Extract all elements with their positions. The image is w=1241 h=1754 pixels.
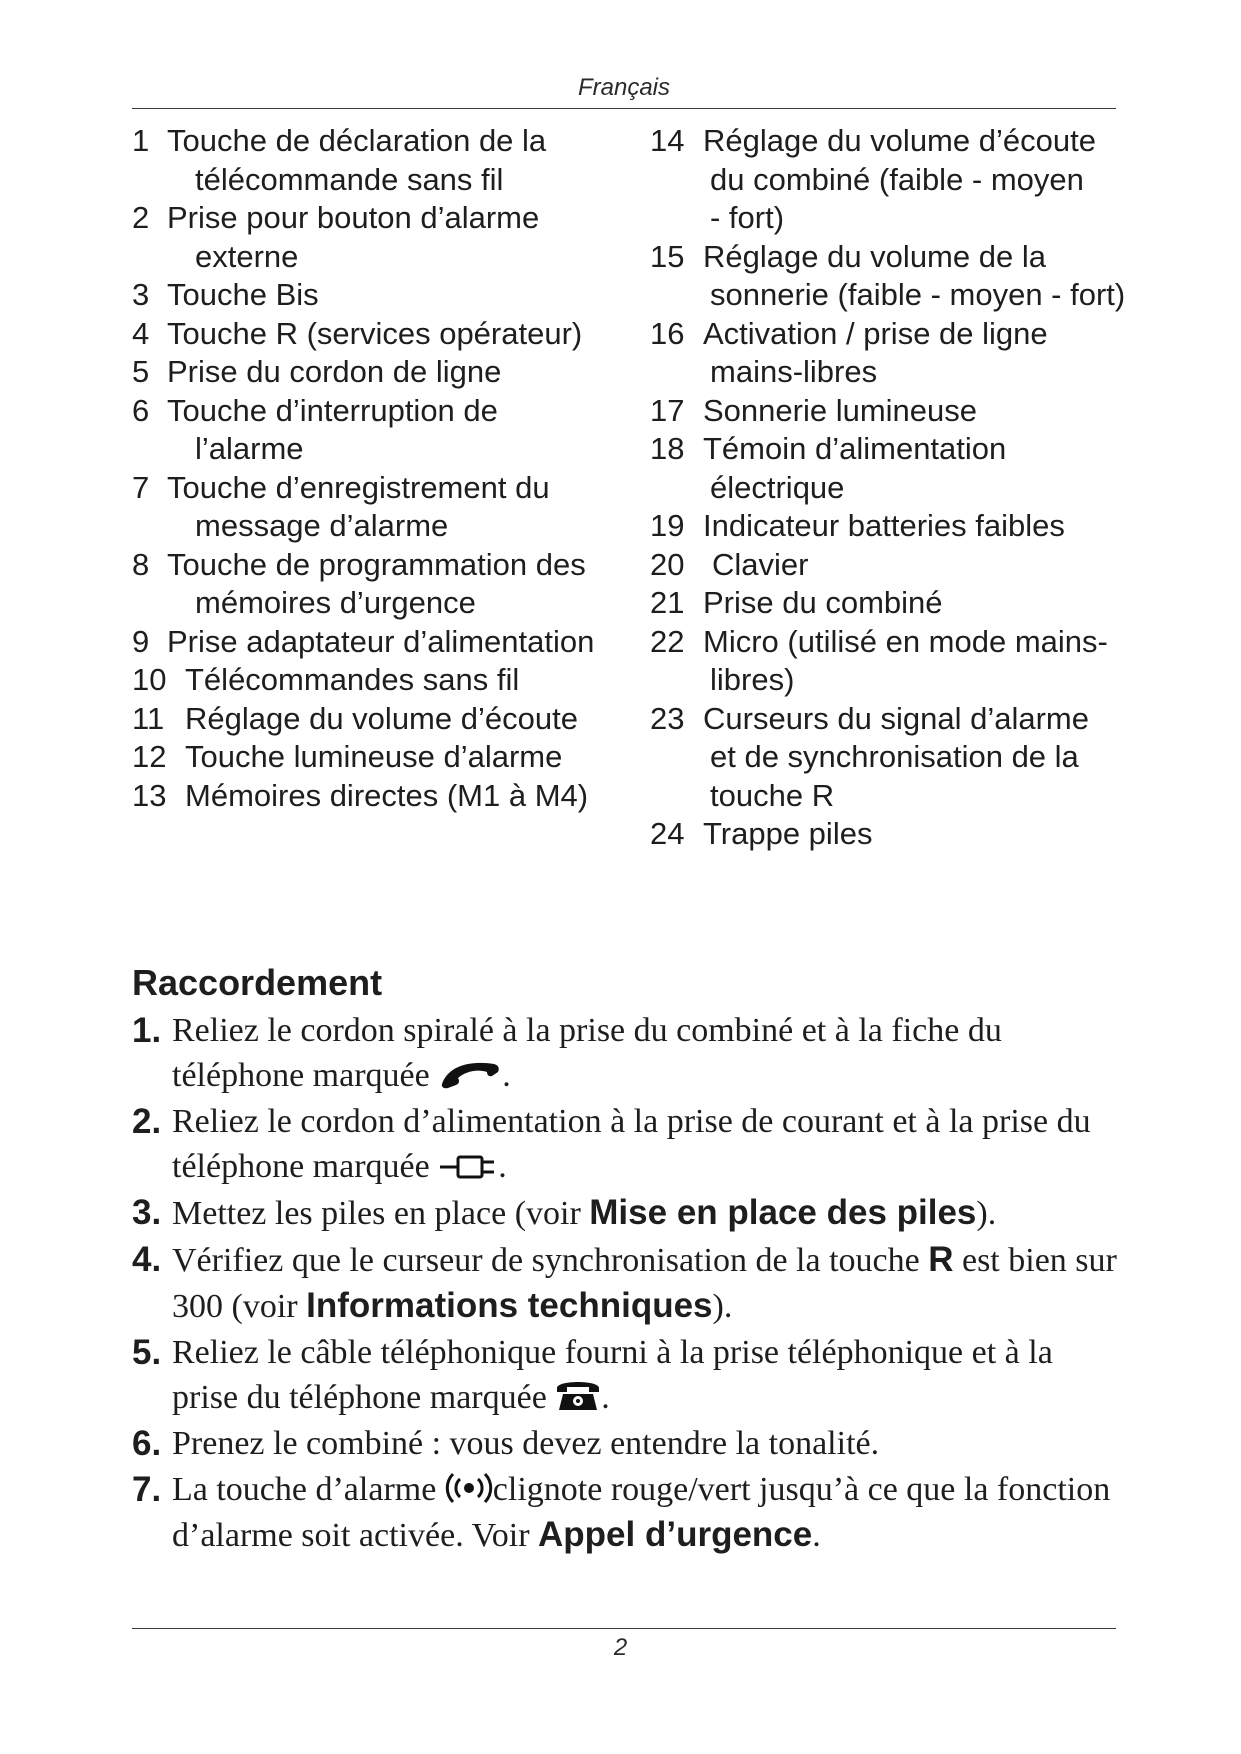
step-text: La touche d’alarme bbox=[172, 1471, 445, 1508]
alarm-signal-icon bbox=[445, 1472, 493, 1504]
part-label: Clavier bbox=[712, 546, 809, 582]
step-key: R bbox=[928, 1240, 954, 1279]
part-label: Prise du cordon de ligne bbox=[167, 354, 502, 389]
part-label: message d’alarme bbox=[195, 508, 449, 543]
part-label: Touche lumineuse d’alarme bbox=[185, 739, 563, 774]
step-number: 6. bbox=[132, 1424, 162, 1463]
part-label: du combiné (faible - moyen bbox=[710, 161, 1084, 197]
part-number: 5 bbox=[132, 354, 150, 389]
part-number: 24 bbox=[650, 816, 685, 851]
part-item bbox=[650, 546, 1150, 585]
part-label: Trappe piles bbox=[703, 816, 873, 851]
part-item bbox=[650, 507, 1150, 546]
part-item bbox=[132, 353, 642, 392]
part-number: 1 bbox=[132, 123, 150, 158]
part-label: Prise du combiné bbox=[703, 585, 943, 620]
part-label: Réglage du volume d’écoute bbox=[185, 700, 578, 736]
parts-list-right bbox=[650, 122, 1150, 854]
part-label: Réglage du volume d’écoute bbox=[703, 123, 1096, 158]
part-number: 2 bbox=[132, 200, 150, 235]
part-item bbox=[132, 276, 642, 315]
part-item bbox=[132, 469, 642, 546]
step-number: 3. bbox=[132, 1193, 162, 1232]
step-reference: Mise en place des piles bbox=[589, 1193, 977, 1232]
part-item bbox=[132, 122, 642, 199]
step-text: clignote rouge/vert jusqu’à ce que la fonction d’alarme soit activée. Voir bbox=[172, 1471, 1111, 1554]
part-number: 18 bbox=[650, 431, 685, 466]
part-number: 8 bbox=[132, 546, 150, 582]
step-item bbox=[132, 1190, 1122, 1236]
footer-rule bbox=[132, 1628, 1116, 1629]
step-item bbox=[132, 1008, 1122, 1098]
step-text: ). bbox=[712, 1288, 733, 1325]
part-number: 9 bbox=[132, 623, 150, 659]
part-item bbox=[132, 546, 642, 623]
step-text: Prenez le combiné : vous devez entendre la tonalité. bbox=[172, 1425, 880, 1462]
part-label: Indicateur batteries faibles bbox=[703, 508, 1065, 543]
part-number: 23 bbox=[650, 700, 685, 736]
step-text: . bbox=[498, 1148, 507, 1185]
part-item bbox=[650, 815, 1150, 854]
part-number: 15 bbox=[650, 238, 685, 274]
part-label: - fort) bbox=[710, 200, 785, 235]
section-title: Raccordement bbox=[132, 962, 383, 1003]
part-label: externe bbox=[195, 238, 299, 274]
part-number: 17 bbox=[650, 392, 685, 428]
part-item bbox=[132, 199, 642, 276]
part-number: 20 bbox=[650, 546, 685, 582]
header-language: Français bbox=[577, 74, 671, 101]
parts-list-left bbox=[132, 122, 642, 815]
step-text: ). bbox=[976, 1195, 997, 1232]
part-label: Activation / prise de ligne bbox=[703, 315, 1048, 351]
step-text: . bbox=[601, 1379, 610, 1416]
part-label: sonnerie (faible - moyen - fort) bbox=[710, 277, 1126, 312]
part-item bbox=[132, 392, 642, 469]
part-label: Touche de programmation des bbox=[167, 546, 586, 582]
step-item bbox=[132, 1099, 1122, 1189]
step-text: . bbox=[502, 1057, 511, 1094]
part-number: 21 bbox=[650, 585, 685, 620]
part-item bbox=[132, 661, 642, 700]
step-item bbox=[132, 1330, 1122, 1420]
step-text: Mettez les piles en place (voir bbox=[172, 1195, 590, 1232]
part-item bbox=[650, 430, 1150, 507]
part-number: 6 bbox=[132, 392, 150, 428]
step-number: 4. bbox=[132, 1240, 162, 1279]
step-number: 5. bbox=[132, 1333, 162, 1372]
step-text: Reliez le cordon spiralé à la prise du combiné et à la fiche du téléphone marquée bbox=[172, 1012, 1002, 1094]
part-number: 16 bbox=[650, 315, 685, 351]
part-item bbox=[650, 584, 1150, 623]
part-item bbox=[132, 315, 642, 354]
part-label: mains-libres bbox=[710, 354, 878, 389]
connection-steps bbox=[132, 1008, 1122, 1559]
part-item bbox=[650, 315, 1150, 392]
part-label: Touche d’enregistrement du bbox=[167, 469, 550, 505]
part-number: 12 bbox=[132, 739, 167, 774]
part-item bbox=[132, 777, 642, 816]
part-label: Touche R (services opérateur) bbox=[167, 315, 583, 351]
part-label: télécommande sans fil bbox=[195, 161, 504, 197]
part-number: 10 bbox=[132, 662, 167, 697]
step-text: est bien sur 300 (voir bbox=[172, 1242, 1117, 1325]
part-item bbox=[132, 623, 642, 662]
step-reference: Appel d’urgence bbox=[538, 1515, 813, 1554]
part-number: 3 bbox=[132, 277, 150, 312]
part-number: 11 bbox=[132, 700, 165, 736]
step-text: Reliez le câble téléphonique fourni à la prise téléphonique et à la prise du téléphone marquée bbox=[172, 1334, 1053, 1416]
part-number: 7 bbox=[132, 469, 150, 505]
part-item bbox=[650, 238, 1150, 315]
part-label: Mémoires directes (M1 à M4) bbox=[185, 777, 589, 813]
part-item bbox=[650, 700, 1150, 816]
part-number: 13 bbox=[132, 777, 167, 813]
handset-icon bbox=[438, 1058, 502, 1090]
part-label: Réglage du volume de la bbox=[703, 238, 1046, 274]
telephone-icon bbox=[555, 1376, 601, 1412]
step-text: . bbox=[812, 1517, 821, 1554]
step-number: 2. bbox=[132, 1102, 162, 1141]
page-number: 2 bbox=[613, 1634, 628, 1661]
step-text: Vérifiez que le curseur de synchronisation de la touche bbox=[172, 1242, 929, 1279]
part-item bbox=[650, 392, 1150, 431]
step-text: Reliez le cordon d’alimentation à la prise de courant et à la prise du téléphone marquée bbox=[172, 1103, 1091, 1185]
part-label: électrique bbox=[710, 469, 845, 505]
part-label: Touche d’interruption de bbox=[167, 392, 498, 428]
part-label: Sonnerie lumineuse bbox=[703, 392, 978, 428]
part-label: touche R bbox=[710, 777, 835, 813]
step-item bbox=[132, 1467, 1122, 1558]
part-label: Touche de déclaration de la bbox=[167, 123, 547, 158]
part-item bbox=[650, 122, 1150, 238]
part-label: mémoires d’urgence bbox=[195, 585, 476, 620]
step-number: 1. bbox=[132, 1011, 162, 1050]
part-label: Curseurs du signal d’alarme bbox=[703, 700, 1089, 736]
part-label: Touche Bis bbox=[167, 277, 319, 312]
part-item bbox=[132, 738, 642, 777]
part-label: libres) bbox=[710, 662, 795, 697]
step-item bbox=[132, 1421, 1122, 1466]
step-number: 7. bbox=[132, 1470, 162, 1509]
power-adapter-icon bbox=[438, 1153, 498, 1181]
step-item bbox=[132, 1237, 1122, 1329]
part-label: Télécommandes sans fil bbox=[185, 662, 520, 697]
page-header bbox=[132, 70, 1116, 109]
part-number: 4 bbox=[132, 315, 150, 351]
part-label: Prise pour bouton d’alarme bbox=[167, 200, 540, 235]
step-reference: Informations techniques bbox=[306, 1286, 713, 1325]
part-item bbox=[132, 700, 642, 739]
part-label: Micro (utilisé en mode mains- bbox=[703, 623, 1108, 659]
part-label: et de synchronisation de la bbox=[710, 739, 1079, 774]
part-label: Témoin d’alimentation bbox=[703, 431, 1007, 466]
part-label: l’alarme bbox=[195, 431, 304, 466]
part-item bbox=[650, 623, 1150, 700]
part-number: 14 bbox=[650, 123, 685, 158]
part-label: Prise adaptateur d’alimentation bbox=[167, 623, 595, 659]
part-number: 22 bbox=[650, 623, 685, 659]
part-number: 19 bbox=[650, 508, 685, 543]
